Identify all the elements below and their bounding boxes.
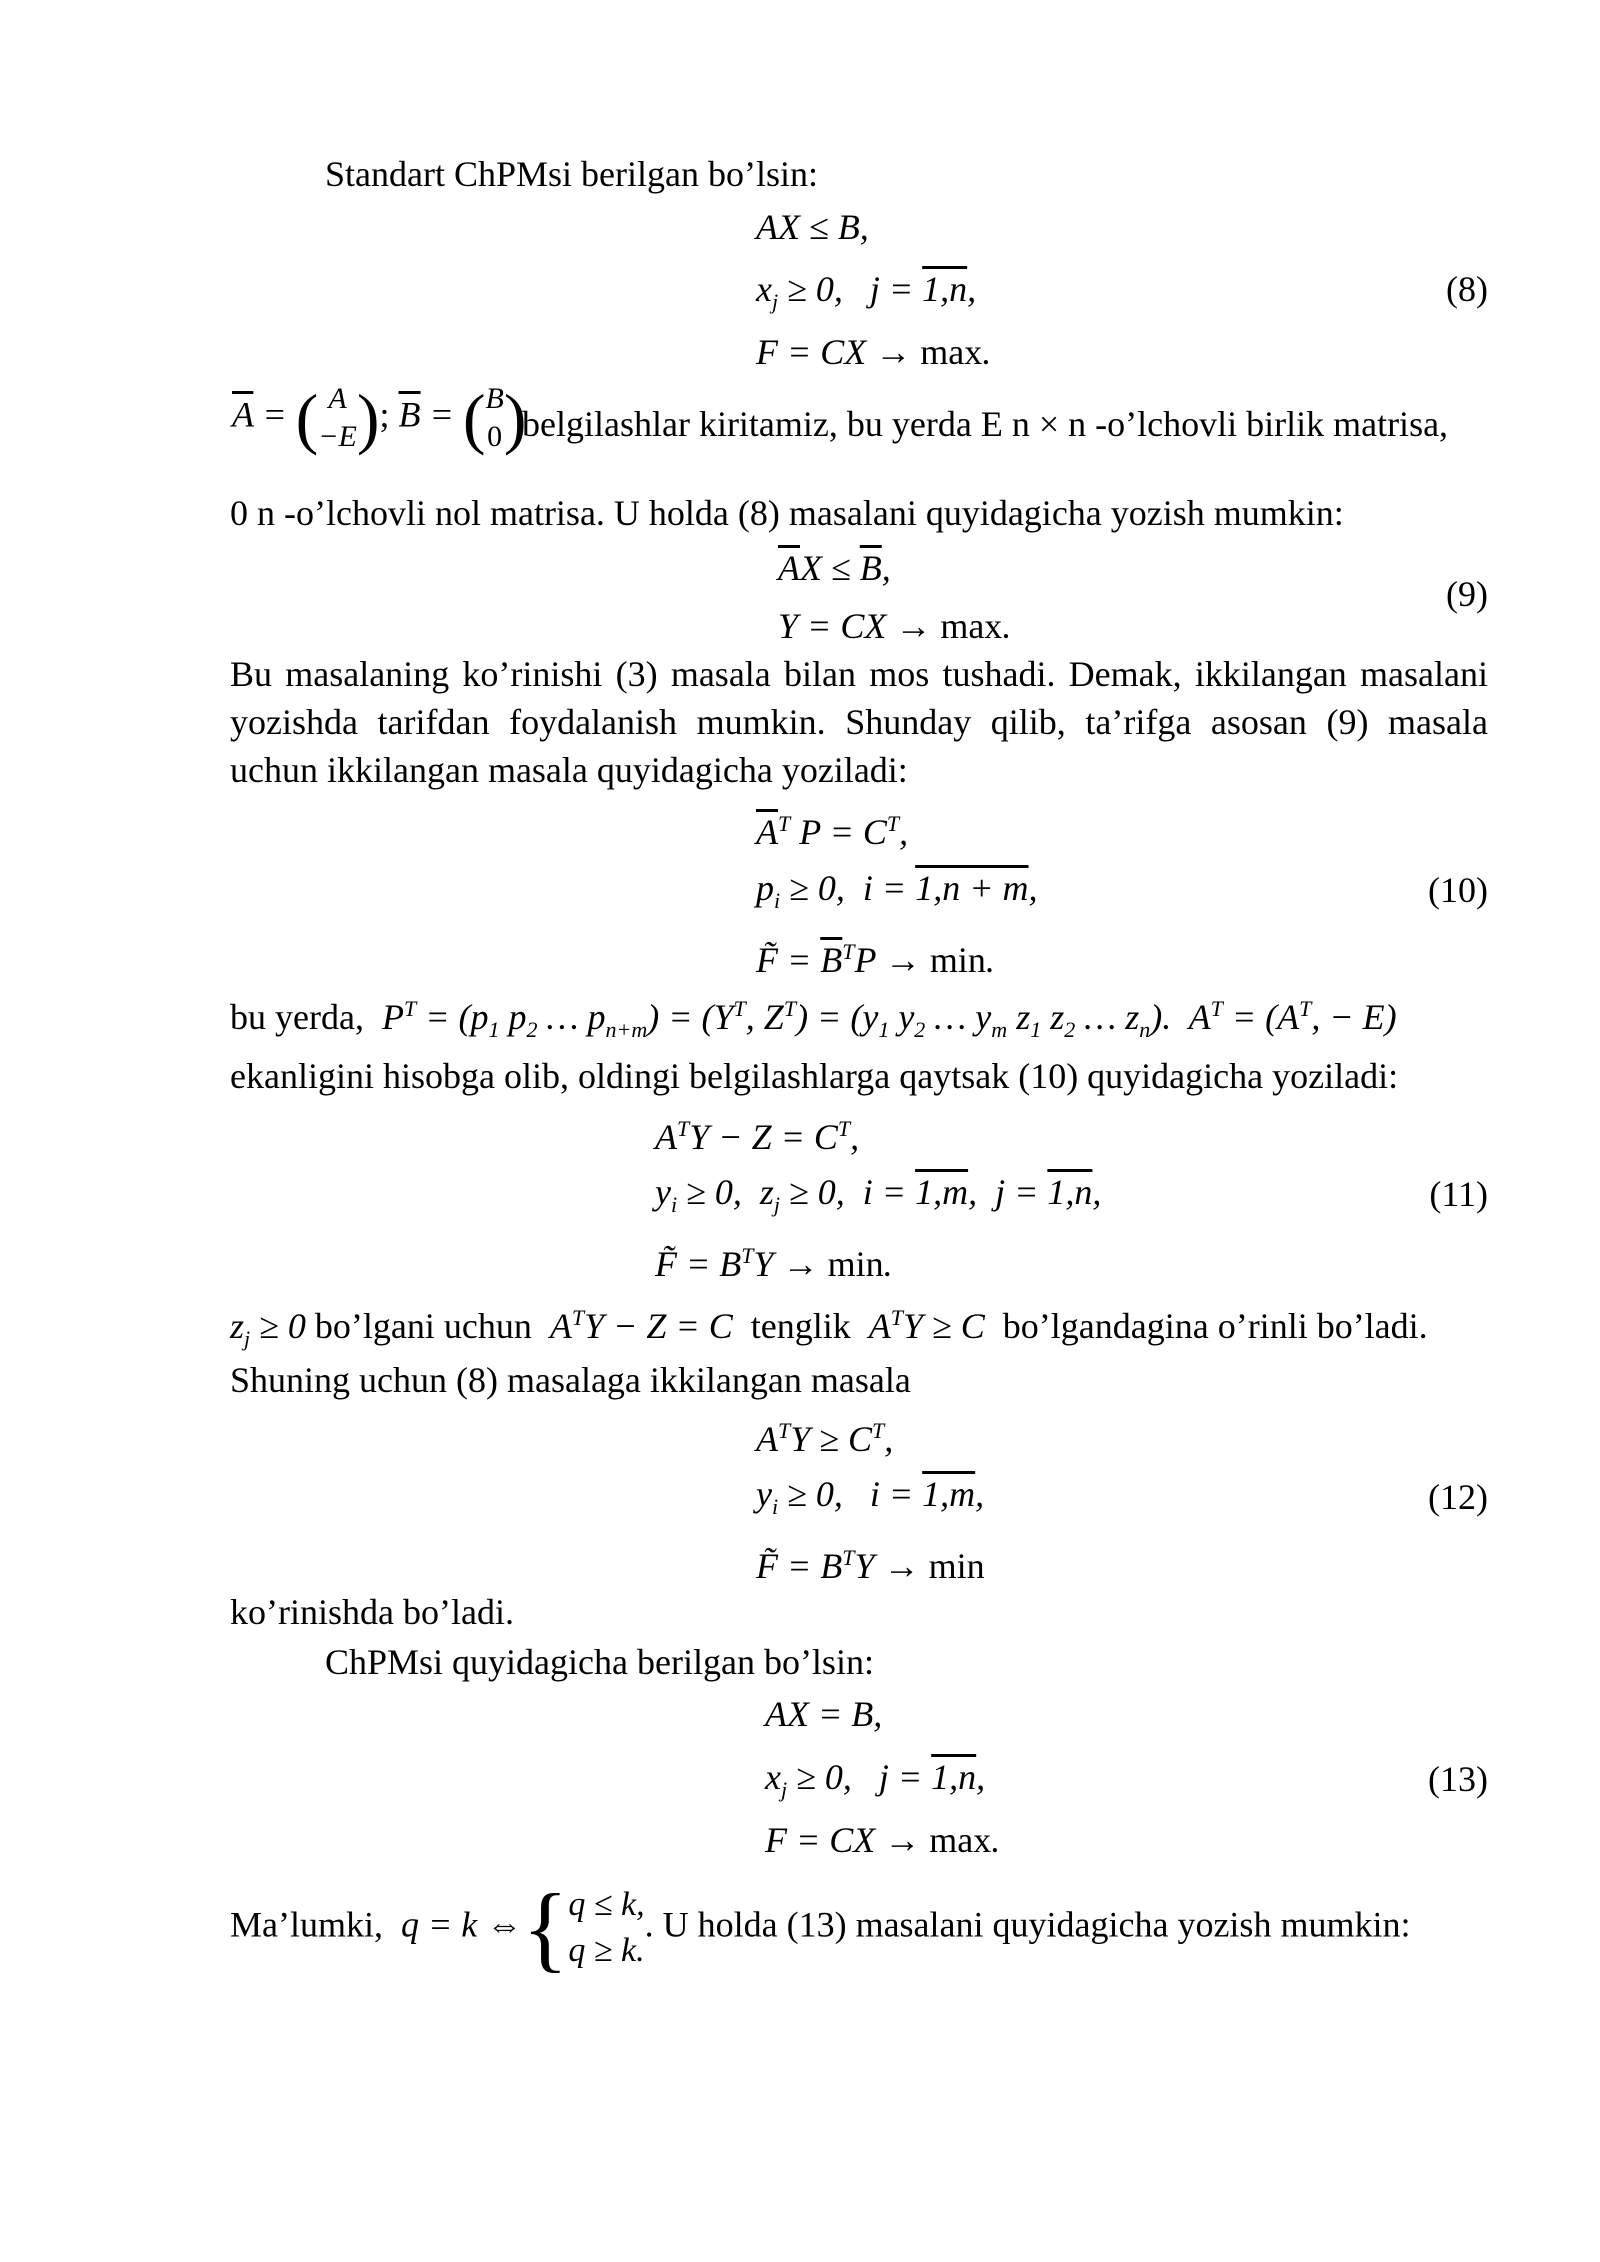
eq10-line1: $\overline{A}^T$ $P = C^T$, [756, 811, 909, 852]
paragraph-substitution: ekanligini hisobga olib, oldingi belgilashlarga qaytsak (10) quyidagicha yoziladi: [230, 1056, 1399, 1096]
paragraph-dual-intro: Bu masalaning ko’rinishi (3) masala bilan mos tushadi. Demak, ikkilangan masalani yozishda tarifdan foydalanish mumkin. Shunday qilib, ta’rifga asosan (9) masala uchun ikkilangan masala quyidagicha yoziladi: [230, 654, 1488, 790]
eq10-line3: F̃ = $\overline{B}^TP \to \min$. [756, 939, 995, 980]
eq11-line1: $A^TY - Z = C^T$, [655, 1116, 860, 1157]
eq12-number: (12) [1428, 1477, 1488, 1517]
matrix-definitions: $\overline{A}$ = ( A −E); $\overline{B} = (B$ 0) [232, 380, 527, 456]
paragraph-result: ko’rinishda bo’ladi. [230, 1592, 514, 1632]
paragraph-intro: Standart ChPMsi berilgan bo’lsin: [325, 154, 818, 194]
equivalence-suffix: . U holda (13) masalani quyidagicha yozish mumkin: [644, 1904, 1411, 1945]
eq13-line1: AX = B, [765, 1694, 883, 1734]
eq9-line1: $\overline{A}X \le \overline{B}$, [778, 548, 891, 588]
equivalence-prefix: Ma’lumki, [230, 1904, 383, 1945]
eq10-number: (10) [1428, 870, 1488, 910]
eq9-number: (9) [1446, 574, 1488, 614]
eq12-line3: F̃ = $B^TY \to \min$ [756, 1545, 985, 1586]
eq12-line2: $y_i \ge 0$, i = 1,m, [756, 1474, 985, 1520]
eq13-line3: F = CX → max. [765, 1820, 1001, 1860]
eq9-line2: Y = CX → max. [778, 606, 1012, 646]
paragraph-equivalence: Ma’lumki, q = k ⇔{q ≤ k, q ≥ k.. U holda (13) masalani quyidagicha yozish mumkin: [230, 1874, 1411, 1981]
eq12-line1: $A^TY \ge C^T$, [756, 1418, 894, 1459]
inequality-text-a: bo’lgani uchun [314, 1306, 532, 1346]
definition-text: belgilashlar kiritamiz, bu yerda E n × n -o’lchovli birlik matrisa, [522, 404, 1449, 444]
eq11-line2: $y_i \ge 0$, $z_j \ge 0$, i = 1,m, j = 1,n, [655, 1172, 1102, 1218]
vector-defs-prefix: bu yerda, [230, 997, 364, 1037]
eq13-number: (13) [1428, 1759, 1488, 1799]
matA-top: A [328, 382, 347, 415]
eq10-line2: $p_i \ge 0$, i = 1,n + m, [756, 868, 1038, 914]
eq11-number: (11) [1429, 1174, 1488, 1214]
paragraph-zero-matrix: 0 n -o’lchovli nol matrisa. U holda (8) masalani quyidagicha yozish mumkin: [230, 493, 1344, 533]
eq8-line3: F = CX → max. [756, 332, 992, 372]
inequality-text-c: bo’lgandagina o’rinli bo’ladi. [1002, 1306, 1428, 1346]
eq8-line2: $x_j \ge 0$, j = 1,n, [756, 269, 977, 315]
paragraph-vector-defs: bu yerda, $P^T = (p_1$ $p_2$ … $p_{n+m}) = (Y^T$, $Z^T) = (y_1$ $y_2$ … $y_m$ $z_1$ $z_2$ … $z_n$). $A^T = (A^T$, − E) [230, 996, 1397, 1043]
paragraph-equality-form: ChPMsi quyidagicha berilgan bo’lsin: [325, 1642, 874, 1682]
matB-top: B [485, 382, 504, 415]
eq8-line1: AX ≤ B, [756, 207, 869, 247]
matA-bottom: −E [318, 420, 357, 453]
eq11-line3: F̃ = $B^TY \to \min$. [655, 1243, 893, 1284]
eq13-line2: $x_j \ge 0$, j = 1,n, [765, 1757, 986, 1803]
paragraph-dual-problem: Shuning uchun (8) masalaga ikkilangan masala [230, 1360, 911, 1400]
paragraph-inequality: $z_j \ge 0$ bo’lgani uchun $A^TY - Z = C$ tenglik $A^TY \ge C$ bo’lgandagina o’rinli bo’ladi. [230, 1305, 1428, 1352]
eq8-number: (8) [1446, 269, 1488, 309]
matB-bottom: 0 [487, 420, 503, 453]
inequality-text-b: tenglik [750, 1306, 851, 1346]
